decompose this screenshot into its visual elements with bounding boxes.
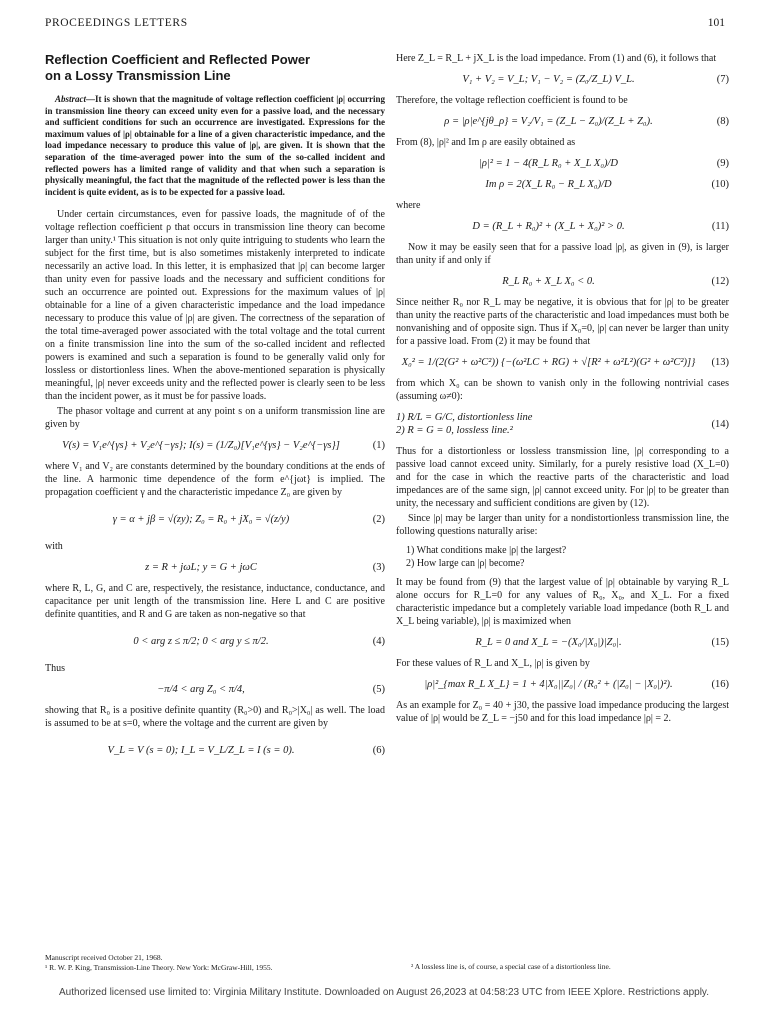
license-notice: Authorized licensed use limited to: Virginia Military Institute. Downloaded on August 26,2023 at 04:58:23 UTC from IEEE Xplore. Restrictions apply. xyxy=(59,987,709,998)
equation-15: R_L = 0 and X_L = −(X₀/|X₀|)|Z₀|. (15) xyxy=(475,637,729,648)
equation-11: D = (R_L + R₀)² + (X_L + X₀)² > 0. (11) xyxy=(472,221,729,232)
equation-9: |ρ|² = 1 − 4(R_L R₀ + X_L X₀)/D (9) xyxy=(479,158,729,169)
paragraph-load-impedance: Here Z_L = R_L + jX_L is the load impedance. From (1) and (6), it follows that xyxy=(396,53,717,64)
title-line-2: on a Lossy Transmission Line xyxy=(45,68,231,83)
footnotes-left xyxy=(45,953,385,973)
paragraph-reactive-parts: Since neither R₀ nor R_L may be negative, it is obvious that for |ρ| to be greater than unity the reactive parts of the characteristic and load impedances must both be nonvanishing and of opposite sign. Thus if X₀=0, |ρ| can never be larger than unity for a passive load. From (2) it may be found that xyxy=(396,297,729,347)
left-column xyxy=(45,52,385,771)
word-where: where xyxy=(396,200,421,211)
equation-1: V(s) = V₁e^{γs} + V₂e^{−γs}; I(s) = (1/Z₀)[V₁e^{γs} − V₂e^{−γs}] (1) xyxy=(62,440,385,452)
paragraph-after-eq1: where V₁ and V₂ are constants determined by the boundary conditions at the ends of the line. A harmonic time dependence of the form e^{jωt} is implied. The propagation coefficient γ and the characteristic impedance Z₀ are given by xyxy=(45,461,385,499)
footnote-1: ¹ R. W. P. King, Transmission-Line Theory. New York: McGraw-Hill, 1955. xyxy=(45,963,273,972)
word-with: with xyxy=(45,541,63,553)
paragraph-largest-value: It may be found from (9) that the largest value of |ρ| obtainable by varying R_L alone occurs for R_L=0 for any values of R₀, X₀, and X_L. For a fixed characteristic impedance but a completely variable load impedance (both R_L and X_L being variable), |ρ| is maximized when xyxy=(396,577,729,627)
paragraph-nontrivial-cases: from which X₀ can be shown to vanish only in the following nontrivial cases (assuming ω≠0): xyxy=(396,378,729,402)
abstract-text: —It is shown that the magnitude of voltage reflection coefficient |ρ| occurring in transmission line theory can exceed unity even for a passive load, and the necessary and sufficient conditions for such an occurrence are investigated. Expressions for the maximum values of |ρ| obtainable for a line of a given characteristic impedance, and the load impedance necessary to produce this value of |ρ|, are given. It is shown that the separation of the time-averaged power into the sum of the so-called incident and reflected powers has a limited range of validity and that when such a separation is physically meaningful, the fact that the magnitude of the reflected power is less than the incident is quite evident, as is to be expected for a passive load. xyxy=(45,94,385,197)
equation-7: V₁ + V₂ = V_L; V₁ − V₂ = (Z₀/Z_L) V_L. (7) xyxy=(462,74,729,85)
equation-13: X₀² = 1/(2(G² + ω²C²)) {−(ω²LC + RG) + √[R² + ω²L²)(G² + ω²C²)]} (13) xyxy=(401,357,729,368)
paragraph-distortionless: Thus for a distortionless or lossless transmission line, |ρ| corresponding to a passive load cannot exceed unity. Similarly, for a purely resistive load (X_L=0) and for the case in which the reactive parts of the characteristic and load impedances are of the same sign, |ρ| cannot exceed unity. For |ρ| to be greater than unity, the necessary and sufficient conditions are given by (12). xyxy=(396,446,729,509)
paragraph-therefore: Therefore, the voltage reflection coefficient is found to be xyxy=(396,95,628,106)
page-number: 101 xyxy=(707,17,725,29)
right-column xyxy=(396,52,729,727)
question-1: 1) What conditions make |ρ| the largest? xyxy=(406,545,567,556)
equation-3: z = R + jωL; y = G + jωC (3) xyxy=(145,562,385,574)
equation-2: γ = α + jβ = √(zy); Z₀ = R₀ + jX₀ = √(z/y) (2) xyxy=(112,514,385,526)
paragraph-after-eq3: where R, L, G, and C are, respectively, the resistance, inductance, conductance, and capacitance per unit length of the transmission line. Here L and C are positive definite quantities, and R and G are taken as non-negative so that xyxy=(45,583,385,621)
question-2: 2) How large can |ρ| become? xyxy=(406,558,525,569)
paragraph-after-eq5: showing that R₀ is a positive definite quantity (R₀>0) and R₀>|X₀| as well. The load is assumed to be at s=0, where the voltage and the current are given by xyxy=(45,705,385,730)
paragraph-example: As an example for Z₀ = 40 + j30, the passive load impedance producing the largest value of |ρ| would be Z_L = −j50 and for this load impedance |ρ| = 2. xyxy=(396,700,729,724)
paragraph-passive-load: Now it may be easily seen that for a passive load |ρ|, as given in (9), is larger than unity if and only if xyxy=(396,242,729,266)
paragraph-rho-given: For these values of R_L and X_L, |ρ| is given by xyxy=(396,658,590,669)
article-title xyxy=(45,52,385,84)
equation-14: 1) R/L = G/C, distortionless line 2) R = G = 0, lossless line.² (14) xyxy=(396,412,729,436)
abstract xyxy=(45,94,385,198)
equation-4: 0 < arg z ≤ π/2; 0 < arg y ≤ π/2. (4) xyxy=(133,636,385,648)
case-distortionless: 1) R/L = G/C, distortionless line xyxy=(396,412,533,423)
equation-12: R_L R₀ + X_L X₀ < 0. (12) xyxy=(502,276,729,287)
footnote-2: ² A lossless line is, of course, a special case of a distortionless line. xyxy=(411,962,611,971)
equation-10: Im ρ = 2(X_L R₀ − R_L X₀)/D (10) xyxy=(485,179,729,190)
running-header: PROCEEDINGS LETTERS xyxy=(45,17,188,29)
title-line-1: Reflection Coefficient and Reflected Power xyxy=(45,52,311,67)
word-thus: Thus xyxy=(45,663,65,675)
paragraph-questions: Since |ρ| may be larger than unity for a nondistortionless transmission line, the following questions naturally arise: xyxy=(396,513,729,537)
footnote-received: Manuscript received October 21, 1968. xyxy=(45,953,163,962)
equation-6: V_L = V (s = 0); I_L = V_L/Z_L = I (s = 0). (6) xyxy=(107,745,385,757)
paragraph-intro: Under certain circumstances, even for passive loads, the magnitude of of the voltage reflection coefficient ρ that occurs in transmission line theory can become larger than unity.¹ This situation is not only quite intriguing to students who learn the subject for the first time, but is also sometimes mistakenly interpreted to indicate necessarily an active load. In this letter, it is emphasized that |ρ| can become larger than unity even for passive loads and the necessary and sufficient conditions for such an occurrence are pointed out. Expressions for the maximum values of |ρ| obtainable for a line of a given characteristic impedance and the load impedance necessary to produce this value of |ρ| are given. The correctness of the separation of the total time-averaged power associated with the total voltage and the total current on a finite transmission line into the sum of the so-called incident and reflected powers is examined and such a separation is found to be generally valid only for lossless or distortionless lines. When the above-mentioned separation is physically meaningful, |ρ| never exceeds unity and the reflected power is clearly seen to be less than the incident power, as it must be for passive loads. xyxy=(45,209,385,403)
abstract-label: Abstract xyxy=(55,94,87,104)
equation-16: |ρ|²_{max R_L X_L} = 1 + 4|X₀||Z₀| / (R₀² + (|Z₀| − |X₀|)²). (16) xyxy=(424,679,729,690)
paragraph-phasor: The phasor voltage and current at any point s on a uniform transmission line are given by xyxy=(45,406,385,431)
questions-list xyxy=(406,544,729,570)
equation-8: ρ = |ρ|e^{jθ_ρ} = V₂/V₁ = (Z_L − Z₀)/(Z_L + Z₀). (8) xyxy=(444,116,729,127)
equation-5: −π/4 < arg Z₀ < π/4, (5) xyxy=(157,684,385,696)
paragraph-from-8: From (8), |ρ|² and Im ρ are easily obtained as xyxy=(396,137,576,148)
case-lossless: 2) R = G = 0, lossless line.² xyxy=(396,425,513,436)
